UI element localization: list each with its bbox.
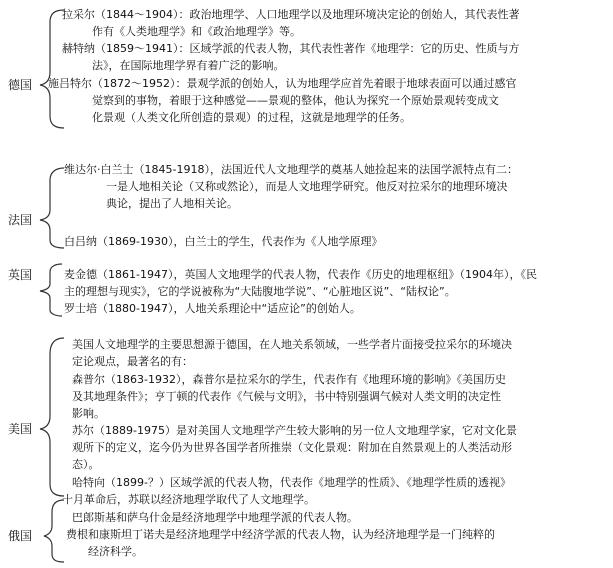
country-label-russia: 俄国 [8,529,33,543]
france-line: 一是人地相关论（又称或然论），而是人文地理学研究。他反对拉采尔的地理环境决 [106,180,508,193]
usa-brace [40,338,64,496]
usa-line: 美国人文地理学的主要思想源于德国，在人地关系领域，一些学者片面接受拉采尔的环境决 [72,338,512,351]
russia-line: 费根和康斯坦丁诺夫是经济地理学中经济学派的代表人物，认为经济地理学是一门纯粹的 [66,528,495,541]
country-label-germany: 德国 [8,78,33,92]
germany-brace [40,10,64,128]
france-line: 典论，提出了人地相关论。 [106,197,238,210]
russia-brace [44,500,64,562]
britain-line: 主的理想与现实》，它的学说被称为“大陆腹地学说”、“心脏地区说”、“陆权论”。 [64,285,456,298]
russia-line: 十月革命后，苏联以经济地理学取代了人文地理学。 [62,493,315,506]
france-line: 维达尔·白兰士（1845-1918），法国近代人文地理学的奠基人她捡起来的法国学派特点有二： [64,163,518,176]
germany-line: 拉采尔（1844～1904）：政治地理学、人口地理学以及地理环境决定论的创始人，其代表性著 [62,8,520,21]
usa-line: 苏尔（1889-1975）是对美国人文地理学产生较大影响的另一位人文地理学家，它对文化景 [72,424,517,437]
germany-line: 施吕特尔（1872～1952）：景观学派的创始人，认为地理学应首先着眼于地球表面可以通过感官 [48,77,517,90]
britain-line: 罗士培（1880-1947），人地关系理论中“适应论”的创始人。 [64,302,361,315]
britain-brace [40,264,62,316]
germany-line: 赫特纳（1859～1941）：区域学派的代表人物，其代表性著作《地理学：它的历史、性质与方 [62,42,520,55]
country-label-britain: 英国 [8,268,33,282]
usa-line: 森普尔（1863-1932），森普尔是拉采尔的学生，代表作有《地理环境的影响》《美国历史 [72,373,506,386]
russia-line: 经济科学。 [88,545,143,558]
britain-line: 麦金德（1861-1947），英国人文地理学的代表人物，代表作《历史的地理枢纽》（1904年），《民 [64,268,537,281]
usa-line: 态）。 [72,458,100,471]
germany-line: 作有《人类地理学》和《政治地理学》等。 [92,25,301,38]
usa-line: 及其地理条件》；亨丁顿的代表作《气候与文明》，书中特别强调气候对人类文明的决定性 [72,390,501,403]
country-label-usa: 美国 [8,422,33,436]
germany-line: 法》，在国际地理学界有着广泛的影响。 [92,59,285,72]
france-brace [40,168,64,248]
usa-line: 定论观点，最著名的有： [72,355,193,368]
russia-line: 巴郎斯基和萨乌什金是经济地理学中地理学派的代表人物。 [72,511,358,524]
usa-line: 影响。 [72,407,105,420]
france-line: 白吕纳（1869-1930），白兰士的学生，代表作为《人地学原理》 [64,235,383,248]
usa-line: 观所下的定义，迄今仍为世界各国学者所推崇（文化景观：附加在自然景观上的人类活动形 [72,441,512,454]
germany-line: 化景观（人类文化所创造的景观）的过程，这就是地理学的任务。 [92,111,411,124]
country-label-france: 法国 [8,213,33,227]
germany-line: 觉察到的事物，着眼于这种感觉——景观的整体，他认为探究一个原始景观转变成文 [92,94,499,107]
usa-line: 哈特向（1899-？）区域学派的代表人物，代表作《地理学的性质》、《地理学性质的透视》 [72,476,511,489]
